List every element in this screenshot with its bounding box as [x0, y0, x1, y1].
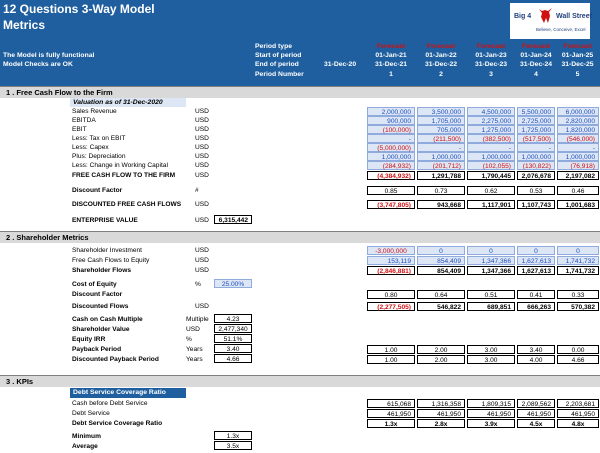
value-cell: (2,846,881)	[367, 266, 415, 275]
value-cell: (201,712)	[417, 161, 465, 170]
logo-name-right: Wall Street	[556, 13, 592, 20]
kpi-row-label: Debt Service	[72, 410, 110, 417]
value-cell: 4.00	[517, 355, 555, 364]
minimum-value: 1.3x	[214, 431, 252, 440]
value-cell: (76,918)	[557, 161, 599, 170]
unit-label: USD	[195, 247, 209, 254]
enterprise-value: 6,315,442	[214, 215, 252, 224]
fcff-row-label: Less: Capex	[72, 144, 109, 151]
value-cell: 1.00	[367, 355, 415, 364]
unit-label: USD	[195, 303, 209, 310]
value-cell: 1,741,732	[557, 266, 599, 275]
fcff-row-label: Sales Revenue	[72, 108, 117, 115]
value-cell: 0.80	[367, 290, 415, 299]
logo-name-left: Big 4	[514, 13, 532, 20]
unit-label: USD	[186, 326, 200, 333]
dfcf-label: DISCOUNTED FREE CASH FLOWS	[72, 201, 182, 208]
summary-value: 4.66	[214, 354, 252, 363]
company-logo	[510, 3, 590, 39]
value-cell: 0.46	[557, 186, 599, 195]
value-cell: 2,076,678	[517, 171, 555, 180]
summary-value: 3.40	[214, 344, 252, 353]
summary-label: Equity IRR	[72, 336, 106, 343]
start-date-cell: 01-Jan-21	[375, 52, 407, 59]
dscr-title: Debt Service Coverage Ratio	[70, 388, 186, 398]
page-subtitle: Metrics	[3, 18, 46, 32]
end-date-cell: 31-Dec-24	[519, 61, 553, 68]
summary-value: 2,477,340	[214, 324, 252, 333]
value-cell: 943,668	[417, 200, 465, 209]
start-date-cell: 01-Jan-24	[520, 52, 552, 59]
minimum-label: Minimum	[72, 433, 101, 440]
unit-label: USD	[195, 126, 209, 133]
value-cell: 1,820,000	[557, 125, 599, 134]
enterprise-value-label: ENTERPRISE VALUE	[72, 217, 138, 224]
start-date-cell: 01-Jan-22	[425, 52, 457, 59]
value-cell: 1,627,613	[517, 266, 555, 275]
value-cell: 3.9x	[467, 419, 515, 428]
value-cell: 0.41	[517, 290, 555, 299]
unit-label: Years	[186, 356, 203, 363]
sh-discount-factor-label: Discount Factor	[72, 291, 123, 298]
value-cell: 2.00	[417, 355, 465, 364]
value-cell: (5,000,000)	[367, 143, 415, 152]
page-title: 12 Questions 3-Way Model	[3, 2, 155, 16]
average-value: 3.5x	[214, 441, 252, 450]
value-cell: 1,627,613	[517, 256, 555, 265]
value-cell: (4,384,932)	[367, 171, 415, 180]
value-cell: 2,725,000	[517, 116, 555, 125]
value-cell: 0	[467, 246, 515, 255]
fcff-row-label: Less: Change in Working Capital	[72, 162, 168, 169]
unit-label: USD	[195, 153, 209, 160]
summary-label: Discounted Payback Period	[72, 356, 159, 363]
summary-label: Cash on Cash Multiple	[72, 316, 143, 323]
value-cell: 854,409	[417, 266, 465, 275]
start-date-cell: 01-Jan-25	[561, 52, 594, 59]
fcff-row-label: FREE CASH FLOW TO THE FIRM	[72, 172, 176, 179]
value-cell: -3,000,000	[367, 246, 415, 255]
value-cell: 1.3x	[367, 419, 415, 428]
value-cell: -	[467, 143, 515, 152]
value-cell: 1,347,366	[467, 256, 515, 265]
value-cell: 0.00	[557, 345, 599, 354]
cost-of-equity-input[interactable]: 25.00%	[214, 279, 252, 288]
value-cell: 0.73	[417, 186, 465, 195]
value-cell: 0.64	[417, 290, 465, 299]
summary-value: 4.23	[214, 314, 252, 323]
label-period-number: Period Number	[255, 71, 304, 78]
label-end-period: End of period	[255, 61, 299, 68]
value-cell: 900,000	[367, 116, 415, 125]
value-cell: 6,000,000	[557, 107, 599, 116]
kpi-row-label: Cash before Debt Service	[72, 400, 148, 407]
value-cell: 1,809,315	[467, 399, 515, 408]
summary-value: 51.1%	[214, 334, 252, 343]
value-cell: 5,500,000	[517, 107, 555, 116]
value-cell: 2,197,082	[557, 171, 599, 180]
value-cell: (382,500)	[467, 134, 515, 143]
value-cell: (3,747,805)	[367, 200, 415, 209]
value-cell: 461,950	[417, 409, 465, 418]
value-cell: 1,347,366	[467, 266, 515, 275]
unit-label: %	[186, 336, 192, 343]
value-cell: 2,089,562	[517, 399, 555, 408]
value-cell: 461,950	[557, 409, 599, 418]
unit-label: USD	[195, 201, 209, 208]
summary-label: Payback Period	[72, 346, 122, 353]
value-cell: -	[367, 134, 415, 143]
start-date-cell: 01-Jan-23	[475, 52, 507, 59]
period-number-cell: 5	[575, 71, 580, 78]
value-cell: (517,500)	[517, 134, 555, 143]
shareholder-row-label: Free Cash Flows to Equity	[72, 257, 150, 264]
value-cell: 0.33	[557, 290, 599, 299]
value-cell: 1,117,901	[467, 200, 515, 209]
value-cell: 615,068	[367, 399, 415, 408]
value-cell: 1,107,743	[517, 200, 555, 209]
value-cell: 3.40	[517, 345, 555, 354]
bull-icon	[536, 5, 554, 27]
period-number-cell: 1	[389, 71, 393, 78]
value-cell: 1,000,000	[557, 152, 599, 161]
unit-label: USD	[195, 144, 209, 151]
value-cell: 1,275,000	[467, 125, 515, 134]
shareholder-row-label: Shareholder Flows	[72, 267, 131, 274]
unit-label: Multiple	[186, 316, 209, 323]
value-cell: 2.00	[417, 345, 465, 354]
shareholder-row-label: Shareholder Investment	[72, 247, 143, 254]
kpi-row-label: Debt Service Coverage Ratio	[72, 420, 163, 427]
end-date-cell: 31-Dec-25	[561, 61, 594, 68]
period-number-cell: 2	[439, 71, 443, 78]
period-number-cell: 3	[489, 71, 493, 78]
value-cell: 153,119	[367, 256, 415, 265]
summary-label: Shareholder Value	[72, 326, 130, 333]
value-cell: 0.62	[467, 186, 515, 195]
fcff-row-label: EBIT	[72, 126, 87, 133]
value-cell: 4.66	[557, 355, 599, 364]
unit-label: USD	[195, 108, 209, 115]
period-number-cell: 4	[534, 71, 538, 78]
fcff-row-label: EBITDA	[72, 117, 96, 124]
value-cell: 1.00	[367, 345, 415, 354]
value-cell: 1,725,000	[517, 125, 555, 134]
value-cell: 689,851	[467, 302, 515, 311]
value-cell: 1,000,000	[367, 152, 415, 161]
value-cell: 461,950	[467, 409, 515, 418]
end-date-cell: 31-Dec-22	[424, 61, 458, 68]
value-cell: 1,000,000	[417, 152, 465, 161]
value-cell: 2,000,000	[367, 107, 415, 116]
value-cell: (2,277,505)	[367, 302, 415, 311]
value-cell: -	[517, 143, 555, 152]
value-cell: (284,932)	[367, 161, 415, 170]
status-checks: Model Checks are OK	[3, 61, 73, 68]
value-cell: 570,382	[557, 302, 599, 311]
value-cell: 0	[417, 246, 465, 255]
value-cell: 666,263	[517, 302, 555, 311]
value-cell: 1,000,000	[467, 152, 515, 161]
end-date-cell: 31-Dec-21	[374, 61, 408, 68]
value-cell: -	[557, 143, 599, 152]
value-cell: 3,500,000	[417, 107, 465, 116]
value-cell: (211,500)	[417, 134, 465, 143]
header-bar	[0, 0, 600, 86]
value-cell: 2,820,000	[557, 116, 599, 125]
unit-label: USD	[195, 267, 209, 274]
base-end-date: 31-Dec-20	[324, 61, 357, 68]
unit-label: USD	[195, 117, 209, 124]
unit-label: %	[195, 281, 201, 288]
unit-label: USD	[195, 162, 209, 169]
unit-label: USD	[195, 135, 209, 142]
period-type-cell: Forecast	[426, 43, 456, 50]
end-date-cell: 31-Dec-23	[474, 61, 508, 68]
valuation-date-label: Valuation as of 31-Dec-2020	[70, 98, 186, 107]
unit-label: #	[195, 187, 199, 194]
value-cell: -	[417, 143, 465, 152]
section-shareholder-header: 2 . Shareholder Metrics	[0, 231, 600, 243]
period-type-cell: Forecast	[563, 43, 592, 50]
value-cell: 854,409	[417, 256, 465, 265]
value-cell: 3.00	[467, 345, 515, 354]
period-type-cell: Forecast	[376, 43, 406, 50]
value-cell: 3.00	[467, 355, 515, 364]
value-cell: 1,741,732	[557, 256, 599, 265]
period-type-cell: Forecast	[476, 43, 506, 50]
value-cell: 2.8x	[417, 419, 465, 428]
fcff-row-label: Plus: Depreciation	[72, 153, 126, 160]
logo-tagline: Believe, Conceive, Excel	[536, 27, 586, 32]
value-cell: 0	[557, 246, 599, 255]
average-label: Average	[72, 443, 98, 450]
value-cell: 2,275,000	[467, 116, 515, 125]
section-fcff-header: 1 . Free Cash Flow to the Firm	[0, 86, 600, 98]
status-functional: The Model is fully functional	[3, 52, 95, 59]
value-cell: (130,822)	[517, 161, 555, 170]
label-period-type: Period type	[255, 43, 293, 50]
value-cell: 2,203,681	[557, 399, 599, 408]
value-cell: 1,790,445	[467, 171, 515, 180]
value-cell: 1,291,788	[417, 171, 465, 180]
value-cell: 1,000,000	[517, 152, 555, 161]
value-cell: 0.85	[367, 186, 415, 195]
value-cell: 4.5x	[517, 419, 555, 428]
value-cell: 1,316,358	[417, 399, 465, 408]
value-cell: (102,055)	[467, 161, 515, 170]
value-cell: (100,000)	[367, 125, 415, 134]
value-cell: 461,950	[517, 409, 555, 418]
unit-label: USD	[195, 257, 209, 264]
value-cell: 0.51	[467, 290, 515, 299]
value-cell: 0	[517, 246, 555, 255]
period-type-cell: Forecast	[521, 43, 551, 50]
cost-of-equity-label: Cost of Equity	[72, 281, 117, 288]
fcff-row-label: Less: Tax on EBIT	[72, 135, 126, 142]
unit-label: Years	[186, 346, 203, 353]
value-cell: 1,705,000	[417, 116, 465, 125]
discounted-flows-label: Discounted Flows	[72, 303, 129, 310]
value-cell: 1,001,683	[557, 200, 599, 209]
unit-label: USD	[195, 217, 209, 224]
discount-factor-label: Discount Factor	[72, 187, 123, 194]
label-start-period: Start of period	[255, 52, 302, 59]
value-cell: 4,500,000	[467, 107, 515, 116]
value-cell: 461,950	[367, 409, 415, 418]
unit-label: USD	[195, 172, 209, 179]
section-kpis-header: 3 . KPIs	[0, 375, 600, 387]
value-cell: (546,000)	[557, 134, 599, 143]
value-cell: 705,000	[417, 125, 465, 134]
value-cell: 546,822	[417, 302, 465, 311]
value-cell: 0.53	[517, 186, 555, 195]
value-cell: 4.8x	[557, 419, 599, 428]
